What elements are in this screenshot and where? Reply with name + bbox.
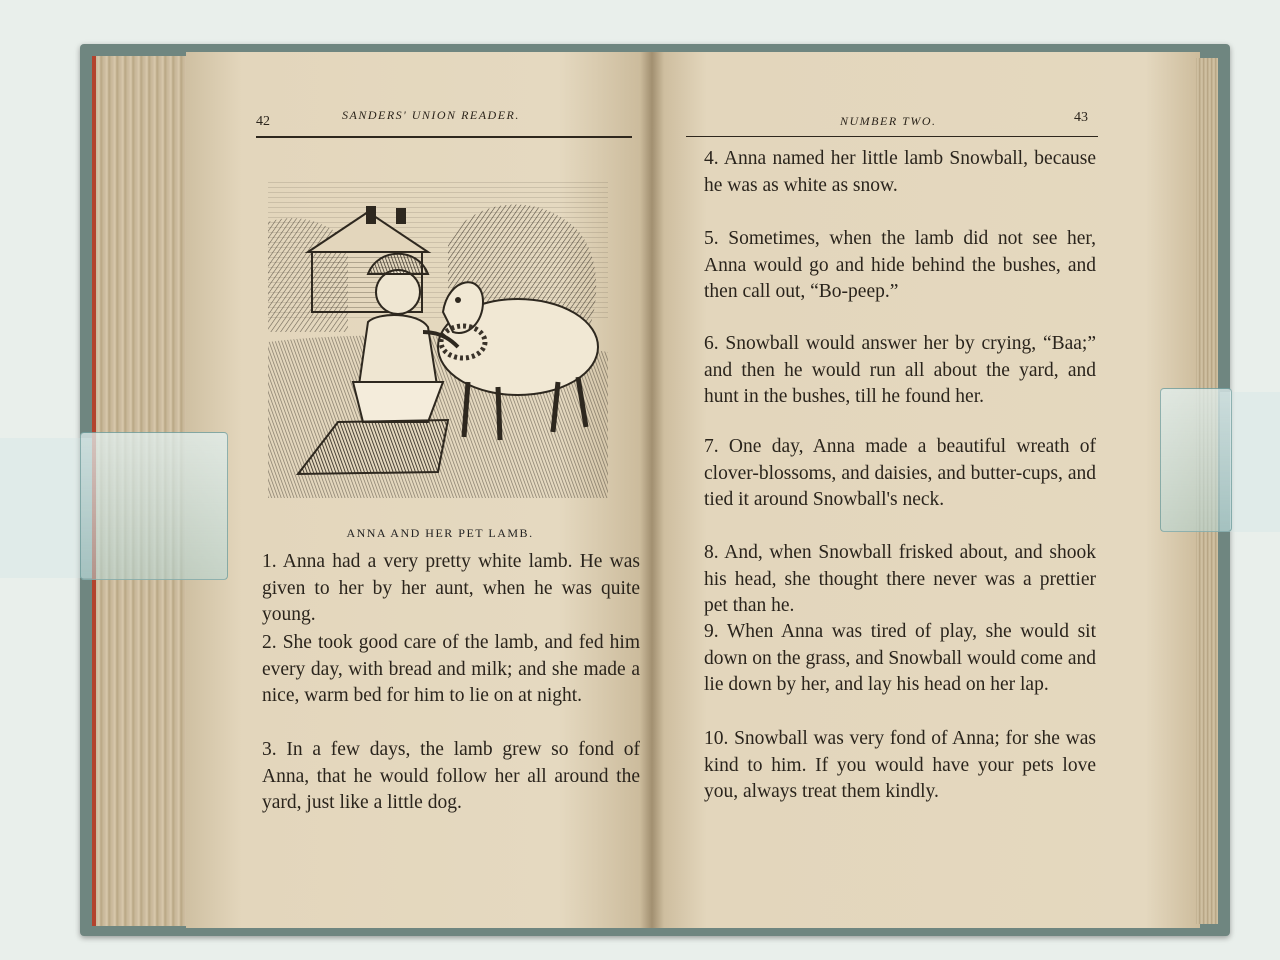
left-paragraph-3: 3. In a few days, the lamb grew so fond of Anna, that he would follow her all around the yard, just like a little dog. (262, 739, 640, 813)
right-paragraph-5: 5. Sometimes, when the lamb did not see her, Anna would go and hide behind the bushes, and then call out, “Bo-peep.” (704, 228, 1096, 302)
right-paragraph-7: 7. One day, Anna made a beautiful wreath of clover-blossoms, and daisies, and butter-cups, and tied it around Snowball's neck. (704, 436, 1096, 510)
right-paragraph-9: 9. When Anna was tired of play, she would sit down on the grass, and Snowball would come and lie down by her, and lay his head on her lap. (704, 621, 1096, 695)
right-paragraph-4: 4. Anna named her little lamb Snowball, because he was as white as snow. (704, 148, 1096, 196)
book-gutter (640, 52, 664, 928)
right-header-rule (686, 136, 1098, 137)
left-header-rule (256, 136, 632, 138)
left-paragraph-2: 2. She took good care of the lamb, and fed him every day, with bread and milk; and she made a nice, warm bed for him to lie on at night. (262, 632, 640, 706)
left-running-head: SANDERS' UNION READER. (342, 108, 520, 122)
right-paragraph-8: 8. And, when Snowball frisked about, and shook his head, she thought there never was a prettier pet than he. (704, 542, 1096, 616)
right-running-head: NUMBER TWO. (840, 114, 937, 128)
left-paragraph-1: 1. Anna had a very pretty white lamb. He was given to her by her aunt, when he was quite young. (262, 551, 640, 625)
right-paragraph-10: 10. Snowball was very fond of Anna; for she was kind to him. If you would have your pets love you, always treat them kindly. (704, 728, 1096, 802)
glass-bar-left (0, 438, 92, 578)
right-paragraph-6: 6. Snowball would answer her by crying, “Baa;” and then he would run all about the yard, and hunt in the bushes, till he found her. (704, 333, 1096, 407)
illustration-girl-with-lamb (268, 182, 608, 498)
illustration-caption: ANNA AND HER PET LAMB. (346, 526, 534, 540)
glass-weight-left (80, 432, 228, 580)
right-page-number: 43 (1074, 110, 1088, 125)
left-page-number: 42 (256, 114, 270, 129)
glass-weight-right (1160, 388, 1232, 532)
